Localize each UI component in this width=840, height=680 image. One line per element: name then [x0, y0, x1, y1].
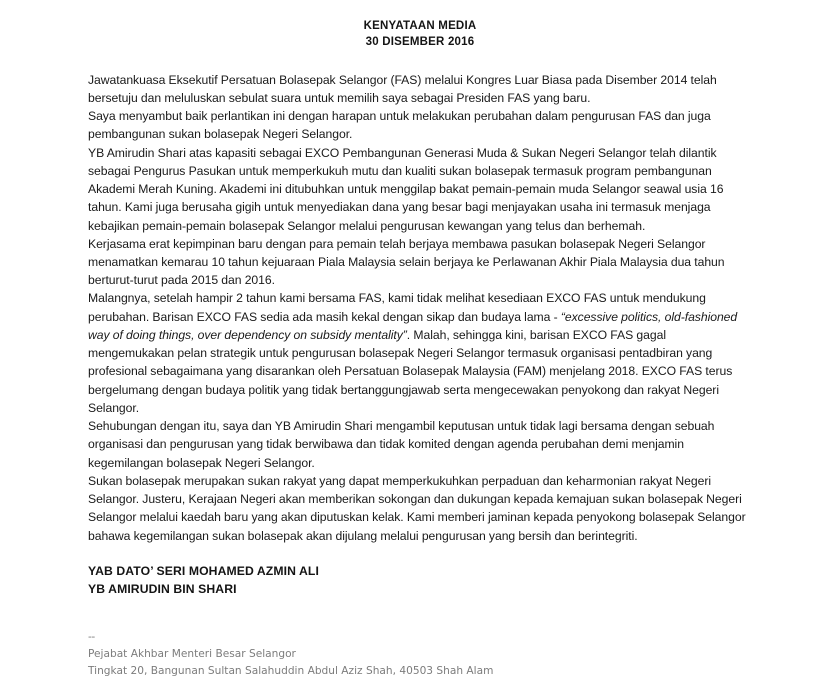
grievance-tail: . Malah, sehingga kini, barisan EXCO FAS gagal mengemukakan pelan strategik untuk pengurusan bolasepak Negeri Selangor termasuk organisasi pentadbiran yang profesional sebagaimana yang disarankan oleh Persatuan Bolasepak Malaysia (FAM) menjelang 2018. EXCO FAS terus bergelumang dengan budaya politik yang tidak bertanggungjawab serta mengecewakan penyokong dan rakyat Negeri Selangor.	[88, 327, 733, 415]
footer-separator: --	[88, 630, 95, 643]
signatory-secondary: YB AMIRUDIN BIN SHARI	[88, 581, 237, 596]
footer-office: Pejabat Akhbar Menteri Besar Selangor	[88, 647, 296, 660]
signature-block	[88, 563, 752, 599]
document-prose	[88, 71, 752, 545]
document-date: 30 DISEMBER 2016	[365, 36, 475, 49]
paragraph-closing: Sukan bolasepak merupakan sukan rakyat yang dapat memperkukuhkan perpaduan dan keharmonian rakyat Negeri Selangor. Justeru, Kerajaan Negeri akan memberikan sokongan dan dukungan kepada kemajuan sukan bolasepak Negeri Selangor melalui kaedah baru yang akan diputuskan kelak. Kami memberi jaminan kepada penyokong bolasepak Selangor bahawa kegemilangan sukan bolasepak akan dijulang melalui pengurusan yang bersih dan berintegriti.	[88, 473, 746, 543]
document-body	[88, 18, 752, 680]
paragraph-decision: Sehubungan dengan itu, saya dan YB Amirudin Shari mengambil keputusan untuk tidak lagi bersama dengan sebuah organisasi dan pengurusan yang tidak berwibawa dan tidak komited dengan agenda perubahan demi menjamin kegemilangan bolasepak Negeri Selangor.	[88, 419, 715, 470]
paragraph-academy: YB Amirudin Shari atas kapasiti sebagai EXCO Pembangunan Generasi Muda & Sukan Negeri Selangor telah dilantik sebagai Pengurus Pasukan untuk memperkukuh mutu dan kualiti sukan bolasepak termasuk program pembangunan Akademi Merah Kuning. Akademi ini ditubuhkan untuk menggilap bakat pemain-pemain muda Selangor seawal usia 16 tahun. Kami juga berusaha gigih untuk menyediakan dana yang besar bagi menjayakan usaha ini termasuk menjaga kebajikan pemain-pemain bolasepak Selangor melalui pengurusan kewangan yang telus dan berhemah.	[88, 145, 724, 233]
paragraph-grievance	[88, 289, 752, 417]
document-header	[88, 18, 752, 51]
footer-address: Tingkat 20, Bangunan Sultan Salahuddin Abdul Aziz Shah, 40503 Shah Alam	[88, 664, 494, 677]
header-spacer	[88, 51, 752, 71]
paragraph-welcome: Saya menyambut baik perlantikan ini dengan harapan untuk melakukan perubahan dalam pengurusan FAS dan juga pembangunan sukan bolasepak Negeri Selangor.	[88, 109, 711, 142]
grievance-quote: “excessive politics, old-fashioned way of doing things, over dependency on subsidy mentality”	[88, 309, 738, 342]
paragraph-intro: Jawatankuasa Eksekutif Persatuan Bolasepak Selangor (FAS) melalui Kongres Luar Biasa pada Disember 2014 telah bersetuju dan meluluskan sebulat suara untuk memilih saya sebagai Presiden FAS yang baru.	[88, 72, 717, 105]
document-title: KENYATAAN MEDIA	[363, 20, 477, 32]
document-footer	[88, 629, 752, 680]
signatory-primary: YAB DATO’ SERI MOHAMED AZMIN ALI	[88, 563, 319, 578]
paragraph-achievements: Kerjasama erat kepimpinan baru dengan para pemain telah berjaya membawa pasukan bolasepak Negeri Selangor menamatkan kemarau 10 tahun kejuaraan Piala Malaysia selain berjaya ke Perlawanan Akhir Piala Malaysia dua tahun berturut-turut pada 2015 dan 2016.	[88, 236, 725, 288]
grievance-lead: Malangnya, setelah hampir 2 tahun kami bersama FAS, kami tidak melihat kesediaan EXCO FAS untuk mendukung perubahan. Barisan EXCO FAS sedia ada masih kekal dengan sikap dan budaya lama -	[88, 291, 706, 324]
